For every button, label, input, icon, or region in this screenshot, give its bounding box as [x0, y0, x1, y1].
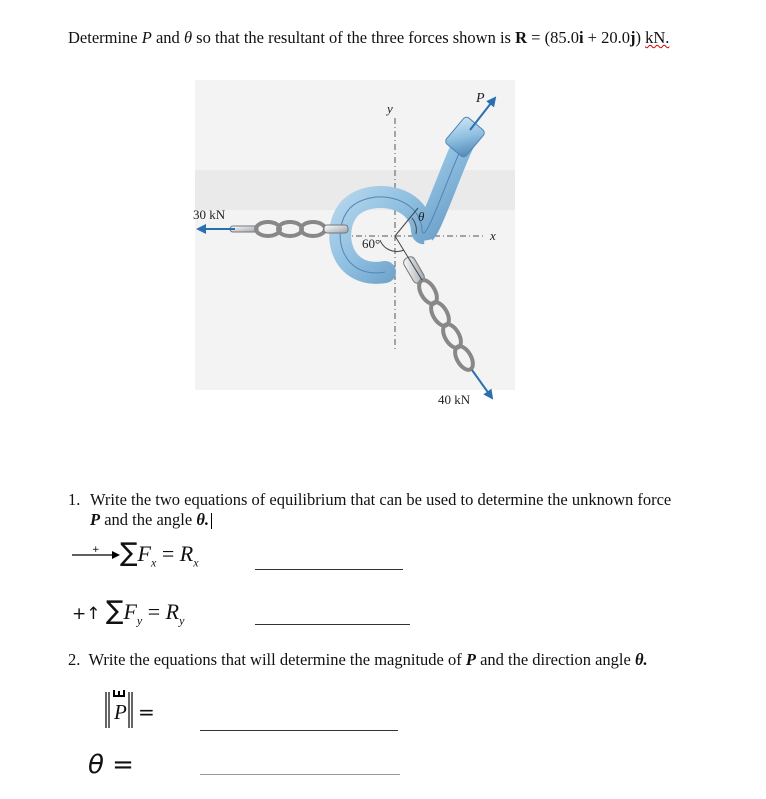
label-y: y	[387, 101, 393, 116]
label-40kN: 40 kN	[438, 392, 471, 407]
equation-sum-fx	[120, 538, 199, 570]
sum-symbol: ∑	[120, 538, 138, 568]
plus-up-arrow: +↑	[72, 604, 106, 624]
symbol-F: F	[123, 599, 137, 624]
symbol-theta: θ.	[196, 510, 210, 529]
equation-theta	[88, 750, 134, 780]
equals-sign: =	[142, 599, 166, 624]
unit-kn: kN.	[645, 28, 670, 47]
problem-text: = (85.0	[527, 28, 579, 47]
label-30kN: 30 kN	[193, 207, 226, 222]
answer-line-eq1[interactable]	[255, 569, 403, 570]
force-diagram	[190, 80, 520, 410]
text-cursor	[211, 513, 212, 529]
subscript-x: x	[193, 555, 199, 570]
question-2-text: Write the equations that will determine the magnitude of	[88, 650, 466, 669]
unit-vector-j: j	[629, 28, 636, 47]
question-2-text: and the direction angle	[475, 650, 635, 669]
question-1-number: 1.	[68, 490, 81, 509]
problem-text: Determine	[68, 28, 142, 47]
symbol-P: P	[141, 28, 152, 47]
symbol-F: F	[137, 541, 151, 566]
subscript-y: y	[136, 613, 143, 628]
equation-magnitude-p	[102, 688, 162, 730]
answer-line-eq2[interactable]	[255, 624, 410, 625]
answer-line-magnitude[interactable]	[200, 730, 398, 731]
symbol-R: R	[179, 541, 194, 566]
question-2-number: 2.	[68, 650, 81, 669]
question-1-line2: and the angle	[100, 510, 197, 529]
problem-text: )	[635, 28, 646, 47]
arrow-right-plus-icon	[72, 546, 122, 560]
symbol-theta: θ	[88, 750, 104, 780]
label-theta: θ	[418, 209, 425, 224]
equals-sign: =	[138, 700, 155, 724]
symbol-R: R	[515, 28, 528, 47]
question-1-text	[90, 490, 671, 530]
symbol-theta: θ	[183, 28, 193, 47]
equals-sign: =	[156, 541, 180, 566]
symbol-P: P	[465, 650, 476, 669]
subscript-x: x	[150, 555, 157, 570]
equals-sign: =	[103, 750, 134, 780]
sum-symbol: ∑	[105, 596, 124, 626]
equation-sum-fy	[72, 596, 184, 628]
problem-text: and	[151, 28, 184, 47]
symbol-P: P	[90, 510, 101, 529]
question-2	[68, 650, 648, 670]
subscript-y: y	[179, 613, 185, 628]
problem-text: so that the resultant of the three forces shown is	[192, 28, 516, 47]
symbol-P: P	[114, 700, 127, 724]
label-x: x	[490, 228, 496, 243]
label-60deg: 60°	[362, 236, 381, 251]
label-P: P	[476, 91, 485, 106]
problem-text: + 20.0	[583, 28, 630, 47]
answer-line-theta[interactable]	[200, 774, 400, 775]
problem-statement	[68, 28, 669, 48]
svg-text:+: +	[92, 546, 100, 555]
unit-vector-i: i	[578, 28, 584, 47]
question-1-line1: Write the two equations of equilibrium that can be used to determine the unknown force	[90, 490, 672, 509]
symbol-R: R	[165, 599, 180, 624]
symbol-theta: θ.	[634, 650, 648, 669]
